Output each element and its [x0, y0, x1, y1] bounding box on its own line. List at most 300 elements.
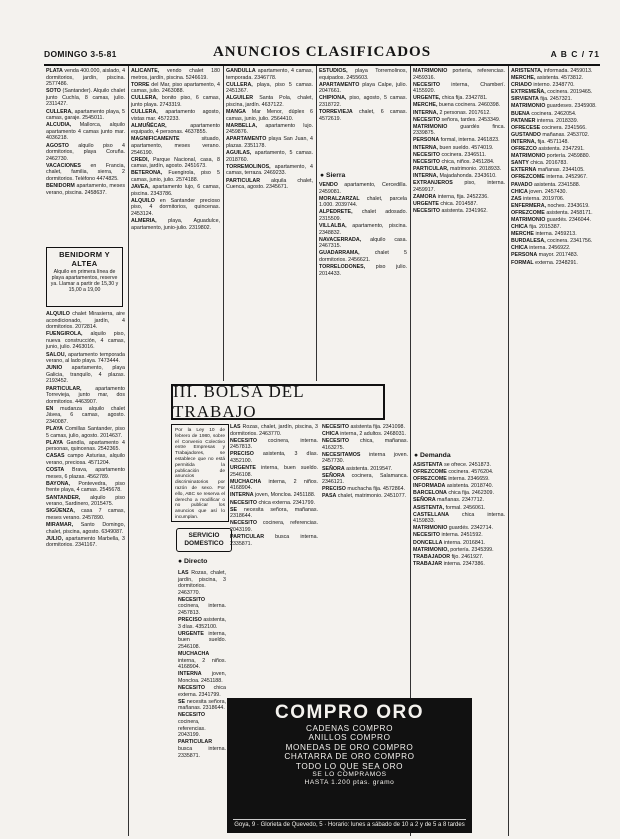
ad-text: asistenta. 2019547. — [344, 465, 393, 472]
ad-keyword: CULLERA, — [226, 81, 253, 88]
ad-keyword: CHICA — [511, 188, 528, 195]
section-title: ANUNCIOS CLASIFICADOS — [212, 44, 432, 60]
ad-text: apartamento lujo, 6 camas, piscina. 2343786. — [131, 184, 220, 197]
ad-text: chica externa. 2341799. — [178, 685, 226, 698]
classified-ad — [46, 143, 125, 163]
ad-keyword: SANTY — [511, 160, 529, 167]
ad-text: noches. 2343619. — [546, 202, 590, 209]
ad-text: cocinera, interna. 2457813. — [230, 437, 318, 451]
classified-ad — [319, 209, 407, 222]
benidorm-text: Alquilo en primera línea de playa apartamentos, reserve ya. Llamar a partir de 15,30 y 15,00 a 19,00 — [50, 269, 119, 293]
ad-keyword: URGENTE — [413, 200, 439, 207]
ad-keyword: FORMAL — [511, 259, 534, 266]
servicio-domestico-box — [176, 528, 232, 552]
ad-text: cocinera, interna. 2457813. — [178, 603, 226, 617]
classified-ad — [131, 109, 220, 122]
ad-keyword: EXTRANJEROS — [413, 180, 453, 186]
ad-text: cocinera. 2341756. — [545, 238, 593, 245]
classified-ad — [413, 173, 505, 180]
classified-ad — [319, 182, 407, 195]
classified-ad — [230, 424, 318, 437]
ad-text: chica. 2016783. — [528, 160, 568, 167]
ad-text: vendo chalet 180 metros, jardín, piscina. 5246619. — [131, 68, 220, 81]
ad-text: apartamento, 5 camas. 2018760. — [226, 150, 313, 163]
ad-text: del Mar, piso apartamento, 4 camas, julio. 2463088. — [131, 81, 220, 95]
ad-text: apartamento, meses verano, piscina. 2458637. — [46, 183, 125, 196]
ad-keyword: VENDO — [319, 182, 338, 188]
ad-text: interna, fija. 2452236. — [436, 193, 489, 200]
ad-keyword: MATRIMONIO — [413, 68, 448, 74]
classified-ad — [131, 136, 220, 156]
ad-text: cocinera, Salamanca. 2346121. — [322, 472, 408, 486]
classified-ad — [46, 453, 125, 466]
classified-ad — [413, 159, 505, 166]
classified-ad — [413, 505, 505, 512]
ad-keyword: TRABAJAR — [413, 560, 443, 567]
ad-keyword: MATRIMONIO — [511, 153, 546, 160]
compro-line: TODO LO QUE SEA ORO — [295, 761, 404, 771]
ad-text: chalet, parcela 1.000. 2039744. — [319, 195, 407, 209]
ad-text: se ofrece. 2451873. — [442, 462, 491, 468]
ad-keyword: TORRE — [131, 81, 150, 88]
classified-ad — [226, 82, 313, 95]
ad-text: en Santander precioso piso, 4 dormitorios, quincenas. 2453124. — [131, 197, 220, 217]
ad-keyword: ZAS — [511, 195, 522, 202]
ad-keyword: PAVADO — [511, 181, 533, 188]
ad-text: interna, 2 adultos. 2468031. — [338, 431, 406, 438]
ad-text: apartamento, piscina. 2348832. — [319, 223, 407, 236]
classified-ad — [511, 252, 601, 259]
ad-text: apartamento temporada verano, al lado playa. 7473444. — [46, 351, 125, 365]
benidorm-ad — [46, 247, 123, 307]
ad-text: 2 personas. 2017612. — [438, 109, 491, 116]
classified-ad — [226, 95, 313, 108]
ad-keyword: GUADARRAMA, — [319, 250, 360, 257]
classified-ad — [511, 111, 601, 118]
classified-ad — [511, 82, 601, 89]
ad-keyword: PERSONA — [511, 252, 538, 259]
classified-ad — [46, 495, 125, 508]
ad-text: portería. 2459880. — [545, 153, 591, 160]
ad-text: interna. 2459213. — [533, 231, 577, 238]
classified-ad — [226, 109, 313, 122]
ad-keyword: URGENTE — [230, 465, 256, 472]
ad-text: interno. 2348770. — [531, 82, 575, 89]
ad-text: apartamento agosto, vistas mar. 4572233. — [131, 109, 220, 122]
ad-keyword: ALMUÑÉCAR, — [131, 122, 167, 129]
column-1-top — [46, 68, 125, 244]
ad-text: asistenta fija. 2341098. — [348, 424, 405, 430]
classified-ad — [511, 217, 601, 224]
ad-text: apartamento, playa Galicia, tranquilo, 4 plazas. 2193452. — [46, 365, 125, 385]
classified-ad — [319, 82, 407, 95]
ad-text: asistenta, 3 días. 4352100. — [178, 617, 226, 630]
ad-keyword: MERCHE — [511, 231, 534, 238]
ad-text: (Santander). Alquilo chalet junto Cuchía, 8 camas, julio. 2311427. — [46, 88, 125, 108]
classified-ad — [413, 166, 505, 173]
ad-text: playa Torremolinos, equipados. 2455603. — [319, 68, 407, 81]
classified-ad — [511, 189, 601, 196]
ad-text: Majadahonda. 2343610. — [438, 172, 497, 179]
classified-ad — [226, 164, 313, 177]
ad-keyword: OFREZCO — [511, 146, 537, 153]
classified-ad — [322, 493, 408, 500]
ad-keyword: CHIPIONA, — [319, 95, 347, 102]
ad-keyword: MATRIMONIO — [511, 103, 546, 110]
ad-keyword: SIGÜENZA, — [46, 508, 75, 515]
ad-keyword: EN — [46, 405, 54, 412]
classified-ad — [511, 238, 601, 245]
ad-text: portería. 2345399. — [448, 546, 494, 553]
ad-keyword: JUNIO — [46, 365, 63, 372]
ad-text: Brava, apartamento meses, 6 plazas. 4562789. — [46, 467, 125, 480]
ad-keyword: MANGA — [226, 109, 247, 116]
ad-keyword: ASISTENTA, — [413, 504, 445, 511]
classified-ad — [46, 481, 125, 494]
ad-text: Mar Menor, dúplex 6 camas, junio, julio. 2564410. — [226, 109, 313, 122]
ad-keyword: BARCELONA — [413, 490, 447, 497]
ad-keyword: OFREZCOME — [413, 476, 447, 483]
ad-text: busca interna. 2335871. — [230, 534, 318, 547]
notice-box: Por la Ley 10 de febrero de 1980, sobre el Convenio Colectivo entre Empresas y Trabajadores, se establece que no está permitida la publicación de anuncios discriminatorios por razón de sexo. Por ello, ABC se reserva el derecho a modificar o no publicar los anuncios que así lo incumplan. — [171, 424, 229, 522]
ad-text: asistenta. 2458171. — [544, 209, 593, 216]
sierra-label: Sierra — [326, 172, 346, 179]
ad-text: chalet adosado. 2315509. — [319, 209, 407, 222]
ad-keyword: EXTERNA — [511, 167, 537, 174]
classified-ad — [131, 123, 220, 136]
ad-text: alquila chalet, Cuenca, agosto. 2345671. — [226, 177, 313, 191]
classified-ad — [178, 685, 226, 698]
ad-text: alquilo piso, nueva construcción, 4 camas, junio, julio. 2463016. — [46, 331, 125, 351]
classified-ad — [46, 311, 125, 331]
classified-ad — [511, 118, 601, 125]
ad-keyword: CULLERA, — [46, 108, 73, 115]
column-4-top — [319, 68, 407, 168]
ad-text: Parque Nacional, casa, 8 camas, jardín, agosto. 2451673. — [131, 156, 220, 170]
sierra-subhead: ● Sierra — [320, 172, 346, 179]
ad-text: cocinera. 2019465. — [545, 89, 593, 96]
ad-text: chalet, 6 camas. 4572619. — [319, 109, 407, 122]
ad-text: interna, buen sueldo. 2546108. — [178, 630, 226, 651]
ad-keyword: CHICA — [511, 245, 528, 252]
ad-keyword: NECESITO — [413, 116, 440, 123]
ad-keyword: AGUILAS, — [226, 150, 252, 157]
classified-ad — [322, 473, 408, 486]
column-rule — [508, 66, 509, 836]
classified-ad — [131, 198, 220, 218]
classified-ad — [511, 203, 601, 210]
ad-keyword: SANTANDER, — [46, 494, 81, 501]
classified-ad — [46, 536, 125, 549]
classified-ad — [413, 82, 505, 95]
ad-text: bonito piso, 6 camas, junto playa. 2743319. — [131, 95, 220, 108]
ad-text: interna. 2019706. — [521, 195, 565, 202]
classified-ad — [319, 109, 407, 122]
ad-text: Rozas, chalet, jardín, piscina, 3 dormitorios. 2463770. — [178, 570, 226, 596]
ad-text: mudanza alquilo chalet Jávea, 6 camas, agosto. 2340087. — [46, 405, 125, 425]
ad-keyword: MIRAMAR, — [46, 521, 74, 528]
classified-ad — [322, 466, 408, 473]
ad-text: cocinera, referencias. 2043199. — [178, 719, 206, 739]
compro-small: HASTA 1.200 ptas. gramo — [304, 779, 395, 787]
ad-text: cocinera, referencias. 2043199. — [230, 520, 318, 533]
ad-text: venda 400.000, aislado, 4 dormitorios, jardín, piscina. 2577486. — [46, 68, 126, 88]
ad-keyword: APARTAMENTO — [319, 81, 360, 88]
ad-keyword: CHICA — [511, 224, 528, 231]
classified-ad — [322, 438, 408, 451]
ad-keyword: CULLERA, — [131, 95, 158, 102]
ad-keyword: ALICANTE, — [131, 68, 160, 74]
ad-keyword: NECESITO — [413, 532, 440, 539]
ad-keyword: SEÑORA — [413, 497, 436, 504]
ad-text: interna, 2 niños. 4168904. — [178, 657, 226, 671]
ad-text: casa 7 camas, meses verano. 2457890. — [46, 508, 125, 521]
classified-ad — [178, 699, 226, 712]
ad-text: apartamento lujo. 2459876. — [226, 122, 313, 136]
classified-ad — [178, 651, 226, 671]
classified-ad — [413, 483, 505, 490]
column-rule — [128, 66, 129, 836]
ad-text: chalet 5 dormitorios. 2456621. — [319, 250, 407, 264]
classified-ad — [511, 160, 601, 167]
ad-keyword: FUENGIROLA, — [46, 331, 83, 338]
ad-text: cocinera. 2341566. — [540, 124, 587, 131]
ad-keyword: NECESITO — [178, 685, 205, 692]
ad-text: alquilo piso verano, Sardinero, 2015475. — [46, 494, 125, 508]
ad-text: chica, mañanas. 4163275. — [322, 438, 408, 451]
classified-ad — [319, 68, 407, 81]
classified-ad — [178, 671, 226, 684]
classified-ad — [413, 110, 505, 117]
ad-keyword: ARISTENTA, — [511, 68, 543, 74]
ad-keyword: TORREMOLINOS, — [226, 163, 271, 170]
ad-keyword: PLAYA — [46, 439, 63, 446]
classified-ad — [413, 532, 505, 539]
ad-text: interna. 2452967. — [544, 174, 588, 181]
bolsa-trabajo-header: III. BOLSA DEL TRABAJO — [171, 384, 385, 420]
classified-ad — [131, 68, 220, 81]
classified-ad — [46, 122, 125, 142]
ad-text: playa, piso 5 camas. 2451367. — [226, 81, 313, 95]
classified-ad — [230, 492, 318, 499]
classified-ad — [230, 479, 318, 492]
ad-keyword: ZAMORA — [413, 193, 437, 200]
ad-keyword: INFORMADA — [413, 483, 446, 490]
ad-keyword: NECESITO — [413, 81, 440, 88]
ad-text: playa Calpe, julio. 2047661. — [319, 81, 407, 95]
ad-text: interna. 2016841. — [442, 539, 486, 546]
ad-text: interna. 2456922. — [527, 245, 571, 252]
ad-keyword: LAS — [178, 570, 189, 576]
classified-ad — [178, 739, 226, 759]
ad-text: chica externa. 2341799. — [256, 499, 315, 506]
classified-ad — [319, 237, 407, 250]
classified-ad — [230, 534, 318, 547]
ad-text: matrimonio. 2018933. — [448, 165, 502, 172]
ad-keyword: TORRELODONES, — [319, 264, 366, 271]
ad-text: mañanas. 2347712. — [435, 497, 484, 504]
column-3-bottom — [230, 424, 318, 694]
classified-ad — [46, 365, 125, 385]
classified-ad — [413, 124, 505, 137]
ad-text: apartamento playa, 5 camas, garaje. 2545011. — [46, 108, 125, 122]
classified-ad — [131, 218, 220, 231]
ad-text: chica, niños. 2451284. — [439, 158, 495, 165]
ad-text: portería, referencias. 2459316. — [413, 68, 505, 81]
ad-keyword: SE — [178, 698, 186, 705]
ad-text: apartamento Torrevieja, junto mar, dos dormitorios. 4463907. — [46, 385, 125, 405]
ad-text: alquilo piso 4 dormitorios, playa Coruña. 2462730. — [46, 142, 125, 162]
ad-keyword: GUSTANDO — [511, 131, 541, 138]
column-rule — [223, 66, 224, 381]
ad-keyword: NECESITO — [178, 712, 205, 719]
ad-text: interna. 2347386. — [442, 560, 485, 567]
classified-ad — [230, 465, 318, 478]
classified-ad — [413, 137, 505, 144]
ad-keyword: INTERNA, — [413, 109, 439, 116]
ad-keyword: PERSONA — [413, 137, 440, 144]
classified-ad — [511, 68, 601, 75]
ad-keyword: COSTA — [46, 467, 65, 474]
ad-text: chica. 2014587. — [438, 200, 478, 207]
ad-text: fijo. 2461927. — [450, 553, 484, 560]
ad-keyword: SE — [230, 506, 238, 513]
ad-keyword: EXTREMEÑA, — [511, 89, 546, 96]
classified-ad — [46, 163, 125, 183]
ad-text: alquilo casa. 2467315. — [319, 236, 407, 250]
column-2 — [131, 68, 220, 380]
classified-ad — [511, 125, 601, 132]
ad-text: asistenta. 2341588. — [532, 181, 581, 188]
ad-text: informada. 2459013. — [542, 68, 593, 74]
classified-ad — [413, 208, 505, 215]
ad-keyword: ASISTENTA — [413, 462, 443, 468]
ad-keyword: MUCHACHA — [178, 651, 210, 658]
classified-ad — [413, 476, 505, 483]
ad-keyword: NECESITO — [413, 158, 440, 165]
column-4-sierra — [319, 182, 407, 380]
compro-small: SE LO COMPRAMOS — [312, 771, 387, 779]
ad-text: Comillas Santander, piso 5 camas, julio, agosto. 2014637. — [46, 426, 125, 439]
ad-text: guardés. 2342714. — [447, 525, 493, 532]
ad-keyword: MUCHACHA — [230, 478, 262, 485]
ad-keyword: CRIADO — [511, 82, 532, 89]
ad-text: campo Asturias, alquilo verano, preciosa. 4571204. — [46, 453, 125, 467]
column-5-top — [413, 68, 505, 448]
ad-text: Rozas, chalet, jardín, piscina, 3 dormitorios. 2463770. — [230, 424, 318, 437]
ad-keyword: URGENTE — [178, 630, 204, 637]
ad-text: Gandía, apartamento 4 personas, quincenas. 2542365. — [46, 439, 125, 453]
classified-ad — [413, 95, 505, 102]
ad-text: formal. 2456061. — [444, 504, 486, 511]
classified-ad — [413, 525, 505, 532]
ad-keyword: PARTICULAR, — [46, 385, 82, 392]
ad-keyword: NECESITO — [413, 207, 440, 214]
classified-ad — [230, 451, 318, 464]
compro-line: ANILLOS COMPRO — [308, 733, 391, 743]
classified-ad — [511, 89, 601, 96]
compro-line: CHATARRA DE ORO COMPRO — [284, 752, 415, 762]
ad-keyword: MERCHE, — [511, 75, 536, 82]
ad-text: fija. 2015387. — [527, 224, 562, 231]
classified-ad — [319, 95, 407, 108]
ad-keyword: PASA — [322, 493, 337, 500]
compro-line: MONEDAS DE ORO COMPRO — [285, 742, 414, 752]
ad-text: apartamento, 4 camas, terraza. 2469233. — [226, 163, 313, 177]
ad-text: formal, interna. 2461823. — [439, 137, 500, 144]
ad-keyword: APARTAMENTO — [226, 136, 267, 143]
ad-keyword: OFREZCOME — [413, 469, 447, 476]
ad-text: interna, 2 niños. 4168904. — [230, 478, 318, 492]
ad-keyword: BUENA — [511, 110, 530, 117]
ad-text: guardés finca. 2339875. — [413, 123, 505, 137]
ad-keyword: MATRIMONIO — [511, 216, 546, 223]
classified-ad — [46, 68, 125, 88]
classified-ad — [46, 183, 125, 196]
classified-ad — [131, 184, 220, 197]
ad-text: interna. 2346659. — [446, 476, 490, 483]
classified-ad — [413, 194, 505, 201]
ad-keyword: SEÑORA — [322, 472, 345, 479]
classified-ad — [511, 245, 601, 252]
compro-oro-ad — [227, 698, 472, 833]
ad-text: guardeses. 2345908. — [545, 103, 597, 110]
classified-ad — [511, 174, 601, 181]
ad-keyword: PRECISO — [178, 617, 202, 624]
ad-keyword: OFRECESE — [511, 124, 541, 131]
classified-ad — [230, 438, 318, 451]
classified-ad — [413, 554, 505, 561]
ad-keyword: PARTICULAR — [226, 177, 261, 184]
ad-text: fija. 2457321. — [538, 96, 573, 103]
classified-ad — [413, 145, 505, 152]
classified-ad — [511, 103, 601, 110]
classified-ad — [46, 352, 125, 365]
ad-text: piso julio. 2014433. — [319, 264, 407, 277]
classified-ad — [413, 547, 505, 554]
column-6 — [511, 68, 601, 835]
ad-text: piso, interna. 2459917. — [413, 180, 505, 193]
ad-text: externa. 2348291. — [533, 259, 578, 266]
ad-keyword: SEÑORA — [322, 465, 345, 472]
ad-keyword: GANDULLA — [226, 68, 256, 74]
issue-date: DOMINGO 3-5-81 — [44, 49, 117, 59]
ad-text: mayor. 2017483. — [537, 252, 579, 259]
classified-ad — [413, 469, 505, 476]
ad-text: buena cocinera. 2460398. — [437, 102, 501, 109]
ad-keyword: URGENTE, — [413, 95, 441, 102]
ad-text: piso, agosto, 5 camas. 2318722. — [319, 95, 407, 108]
ad-text: chalet Mirasierra, aire acondicionado, jardín, 4 dormitorios. 2072814. — [46, 311, 125, 331]
ad-text: Santo Domingo, chalet, piscina, agosto. 6349087. — [46, 521, 125, 535]
classified-ad — [46, 426, 125, 439]
classified-ad — [226, 178, 313, 191]
classified-ad — [511, 146, 601, 153]
ad-keyword: PARTICULAR — [230, 534, 265, 540]
ad-text: muchacha fija. 4572864. — [345, 486, 406, 493]
classified-ad — [511, 182, 601, 189]
classified-ad — [413, 561, 505, 568]
ad-keyword: NECESITO — [322, 424, 349, 430]
classified-ad — [511, 153, 601, 160]
classified-ad — [230, 520, 318, 533]
ad-keyword: TORREVIEJA — [319, 109, 353, 116]
ad-keyword: OFREZCOME — [511, 174, 545, 181]
classified-ad — [322, 424, 408, 431]
ad-text: fija. 4571148. — [536, 138, 569, 145]
classified-ad — [46, 109, 125, 122]
classified-ad — [226, 150, 313, 163]
